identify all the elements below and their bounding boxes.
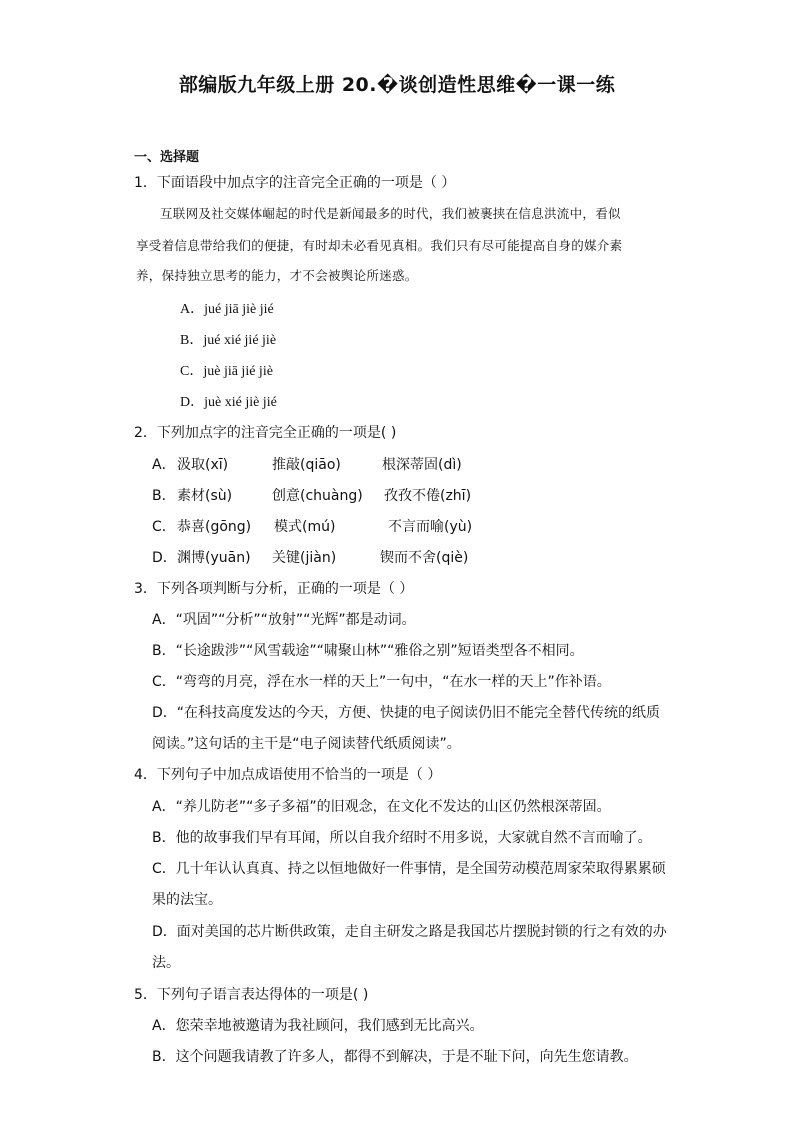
question-4-stem: 4．下列句子中加点成语使用不恰当的一项是（ ） xyxy=(134,767,442,783)
question-4-line: D．面对美国的芯片断供政策，走自主研发之路是我国芯片摆脱封锁的行之有效的办 xyxy=(152,924,667,940)
question-4-line: 果的法宝。 xyxy=(152,892,222,908)
question-2-word: 推敲(qiāo) xyxy=(272,457,341,473)
question-4-line: B．他的故事我们早有耳闻，所以自我介绍时不用多说，大家就自然不言而喻了。 xyxy=(152,830,652,846)
question-5-line: B．这个问题我请教了许多人，都得不到解决，于是不耻下问，向先生您请教。 xyxy=(152,1049,638,1065)
question-1-option-c: C．juè jiā jié jiè xyxy=(180,364,273,379)
question-2-option-label: D． xyxy=(152,550,177,566)
question-2-option-label: C． xyxy=(152,519,176,535)
question-4-line: C．几十年认认真真、持之以恒地做好一件事情，是全国劳动模范周家荣取得累累硕 xyxy=(152,861,666,877)
question-2-word: 渊博(yuān) xyxy=(177,550,251,566)
question-2-word: 恭喜(gōng) xyxy=(177,519,252,535)
question-3-line: A．“巩固”“分析”“放射”“光辉”都是动词。 xyxy=(152,612,416,628)
question-1-option-b: B．jué xié jié jiè xyxy=(180,333,277,348)
question-5-line: A．您荣幸地被邀请为我社顾问，我们感到无比高兴。 xyxy=(152,1018,484,1034)
page-title: 部编版九年级上册 20.�谈创造性思维�一课一练 xyxy=(178,74,616,96)
question-2-word: 创意(chuàng) xyxy=(272,488,363,504)
question-1-option-a: A．jué jiā jiè jié xyxy=(180,302,274,317)
question-2-word: 根深蒂固(dì) xyxy=(382,457,462,473)
question-2-word: 关键(jiàn) xyxy=(272,550,337,566)
question-2-word: 汲取(xī) xyxy=(177,457,229,473)
question-2-stem: 2．下列加点字的注音完全正确的一项是( ) xyxy=(134,425,397,441)
question-3-line: C．“弯弯的月亮，浮在水一样的天上”一句中，“在水一样的天上”作补语。 xyxy=(152,674,611,690)
question-4-line: 法。 xyxy=(152,955,180,971)
question-3-line: B．“长途跋涉”“风雪载途”“啸聚山林”“雅俗之别”短语类型各不相同。 xyxy=(152,643,584,659)
question-5-stem: 5．下列句子语言表达得体的一项是( ) xyxy=(134,987,369,1003)
question-3-line: D．“在科技高度发达的今天，方便、快捷的电子阅读仍旧不能完全替代传统的纸质 xyxy=(152,705,661,721)
question-3-stem: 3．下列各项判断与分析，正确的一项是（ ） xyxy=(134,581,414,597)
question-2-word: 不言而喻(yù) xyxy=(388,519,473,535)
question-1-passage-line: 享受着信息带给我们的便捷，有时却未必看见真相。我们只有尽可能提高自身的媒介素 xyxy=(136,238,623,253)
section-heading: 一、选择题 xyxy=(134,150,200,165)
question-2-word: 孜孜不倦(zhī) xyxy=(384,488,472,504)
question-1-passage-line: 养，保持独立思考的能力，才不会被舆论所迷惑。 xyxy=(136,268,418,283)
question-2-option-label: A． xyxy=(152,457,176,473)
question-2-word: 素材(sù) xyxy=(177,488,233,504)
question-2-word: 锲而不舍(qiè) xyxy=(380,550,469,566)
question-2-option-label: B． xyxy=(152,488,176,504)
question-1-option-d: D．juè xié jiè jié xyxy=(180,395,277,410)
question-2-word: 模式(mú) xyxy=(274,519,336,535)
question-3-line: 阅读。”这句话的主干是“电子阅读替代纸质阅读”。 xyxy=(152,736,461,752)
question-1-stem: 1．下面语段中加点字的注音完全正确的一项是（ ） xyxy=(134,175,456,191)
question-4-line: A．“养儿防老”“多子多福”的旧观念，在文化不发达的山区仍然根深蒂固。 xyxy=(152,799,611,815)
question-1-passage-line: 互联网及社交媒体崛起的时代是新闻最多的时代，我们被裹挟在信息洪流中，看似 xyxy=(160,206,621,221)
